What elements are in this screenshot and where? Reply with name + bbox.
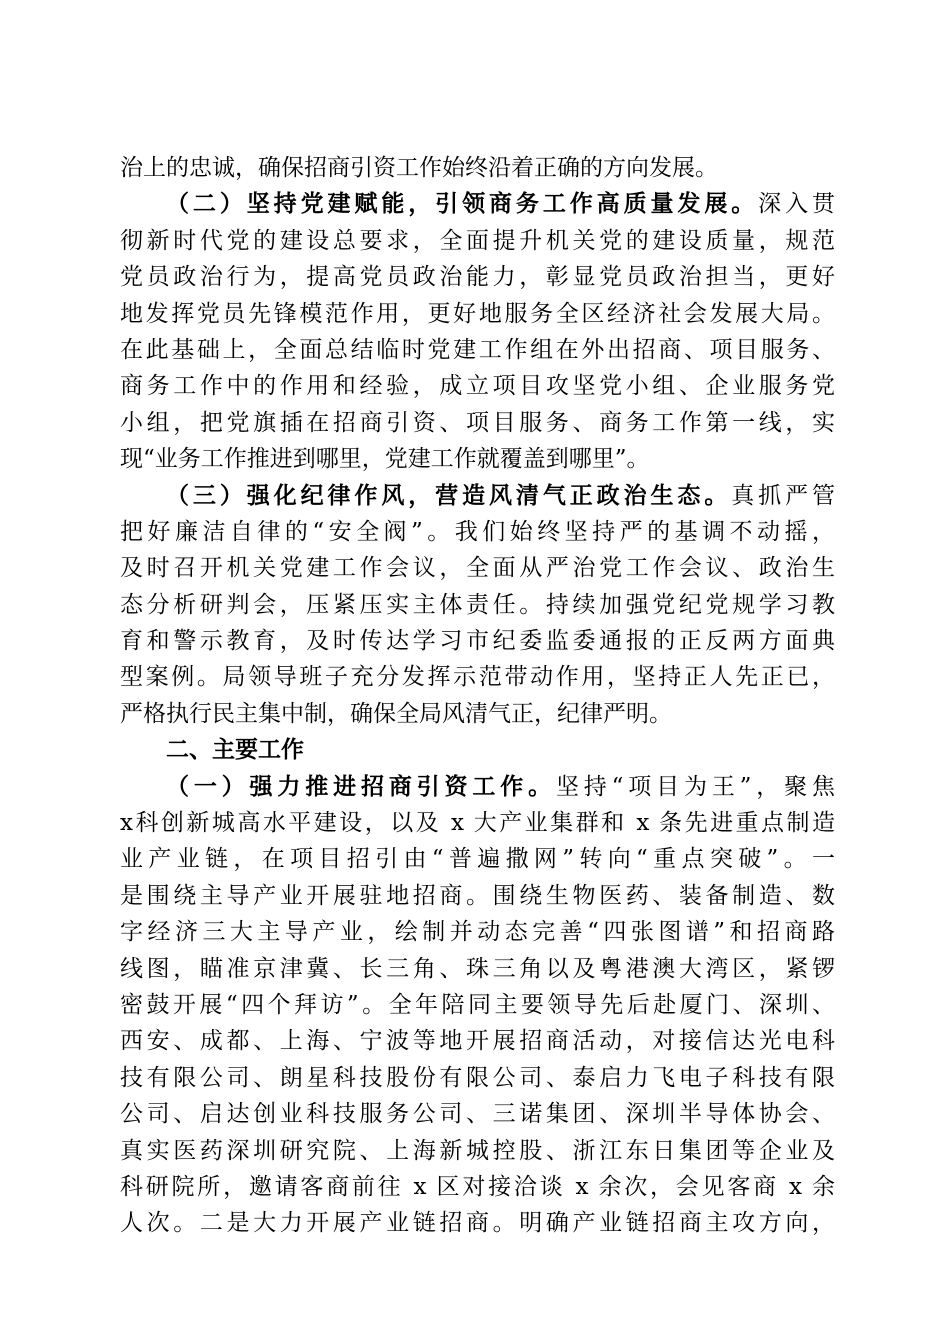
- paragraph-line: 治上的忠诚，确保招商引资工作始终沿着正确的方向发展。: [120, 155, 718, 181]
- paragraph-line: 密鼓开展“四个拜访”。全年陪同主要领导先后赴厦门、深圳、: [120, 991, 835, 1018]
- paragraph-text: 真抓严管: [731, 482, 835, 509]
- document-body: [120, 150, 835, 1242]
- paragraph-line: 及时召开机关党建工作会议，全面从严治党工作会议、政治生: [120, 555, 835, 582]
- paragraph-line: [120, 769, 835, 805]
- paragraph-text: 坚持“项目为王”，聚焦: [555, 773, 835, 800]
- paragraph-line: 型案例。局领导班子充分发挥示范带动作用，坚持正人先正已，: [120, 664, 835, 691]
- paragraph-line: x科创新城高水平建设，以及 x 大产业集群和 x 条先进重点制造: [120, 810, 835, 837]
- paragraph-line: 真实医药深圳研究院、上海新城控股、浙江东日集团等企业及: [120, 1137, 835, 1164]
- paragraph-line: 严格执行民主集中制，确保全局风清气正，纪律严明。: [120, 700, 672, 727]
- paragraph-line: 公司、启达创业科技服务公司、三诺集团、深圳半导体协会、: [120, 1101, 835, 1128]
- section-title: （三）强化纪律作风，营造风清气正政治生态。: [166, 481, 732, 509]
- paragraph-line: 态分析研判会，压紧压实主体责任。持续加强党纪党规学习教: [120, 591, 835, 618]
- section-heading: 二、主要工作: [166, 737, 304, 764]
- paragraph-line: 是围绕主导产业开展驻地招商。围绕生物医药、装备制造、数: [120, 882, 835, 909]
- paragraph-line: 西安、成都、上海、宁波等地开展招商活动，对接信达光电科: [120, 1028, 835, 1055]
- section-title: （二）坚持党建赋能，引领商务工作高质量发展。: [166, 190, 759, 218]
- paragraph-line: [120, 186, 835, 222]
- paragraph-line: 商务工作中的作用和经验，成立项目攻坚党小组、企业服务党: [120, 373, 835, 400]
- paragraph-line: 人次。二是大力开展产业链招商。明确产业链招商主攻方向，: [120, 1210, 835, 1237]
- paragraph-line: 线图，瞄准京津冀、长三角、珠三角以及粤港澳大湾区，紧锣: [120, 955, 835, 982]
- paragraph-line: 地发挥党员先锋模范作用，更好地服务全区经济社会发展大局。: [120, 300, 835, 327]
- paragraph-line: 字经济三大主导产业，绘制并动态完善“四张图谱”和招商路: [120, 919, 835, 946]
- paragraph-line: 党员政治行为，提高党员政治能力，彰显党员政治担当，更好: [120, 264, 835, 291]
- paragraph-line: 育和警示教育，及时传达学习市纪委监委通报的正反两方面典: [120, 628, 835, 655]
- paragraph-line: 把好廉洁自律的“安全阀”。我们始终坚持严的基调不动摇，: [120, 518, 835, 545]
- paragraph-line: 现“业务工作推进到哪里，党建工作就覆盖到哪里”。: [120, 446, 650, 473]
- paragraph-line: 彻新时代党的建设总要求，全面提升机关党的建设质量，规范: [120, 227, 835, 254]
- paragraph-line: 业产业链，在项目招引由“普遍撒网”转向“重点突破”。一: [120, 846, 835, 873]
- paragraph-line: 技有限公司、朗星科技股份有限公司、泰启力飞电子科技有限: [120, 1064, 835, 1091]
- paragraph-line: 在此基础上，全面总结临时党建工作组在外出招商、项目服务、: [120, 336, 835, 363]
- paragraph-line: 科研院所，邀请客商前往 x 区对接洽谈 x 余次，会见客商 x 余: [120, 1173, 835, 1200]
- paragraph-line: [120, 478, 835, 514]
- section-title: （一）强力推进招商引资工作。: [166, 772, 556, 800]
- paragraph-text: 深入贯: [758, 191, 835, 218]
- paragraph-line: 小组，把党旗插在招商引资、项目服务、商务工作第一线，实: [120, 409, 835, 436]
